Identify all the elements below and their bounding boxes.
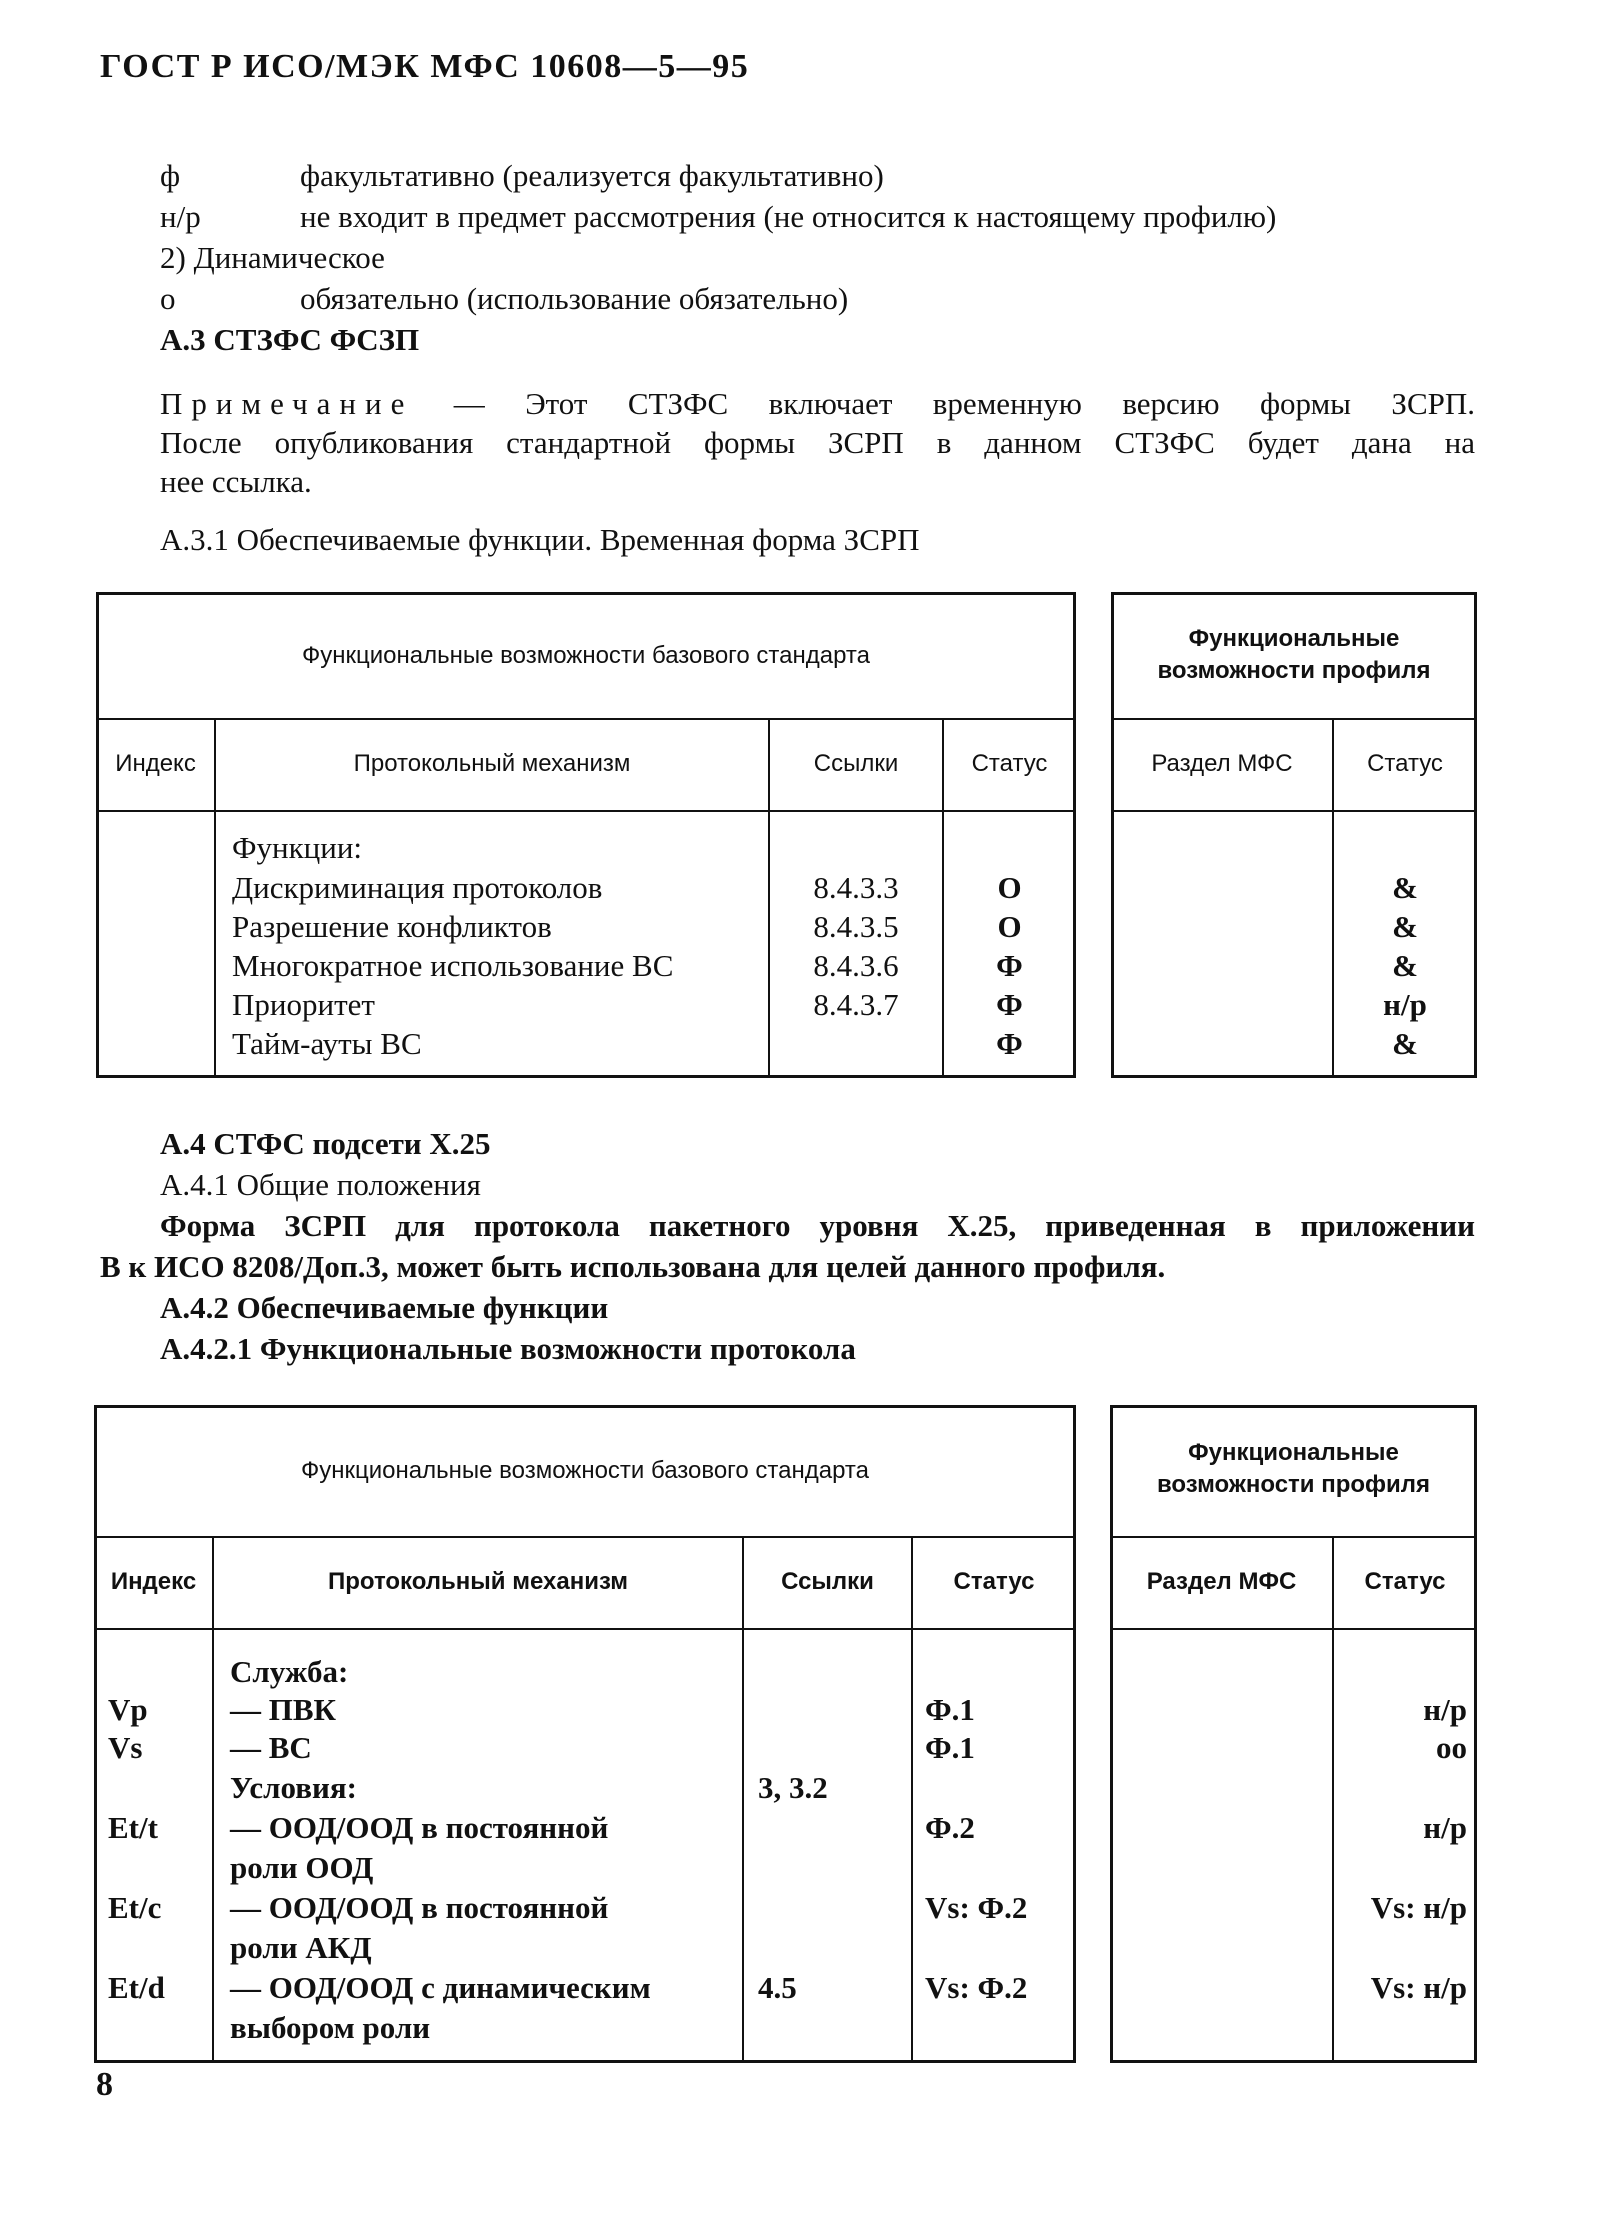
legend-text: факультативно (реализуется факультативно) xyxy=(300,158,884,193)
column-header: Статус xyxy=(1367,750,1443,777)
column-header: Раздел МФС xyxy=(1151,750,1293,777)
table-cell-ref: 8.4.3.3 xyxy=(813,870,899,905)
table-header-base: Функциональные возможности базового стандарта xyxy=(302,642,870,669)
page-header: ГОСТ Р ИСО/МЭК МФС 10608—5—95 xyxy=(100,48,750,85)
table-header-profile: Функциональные возможности профиля xyxy=(1157,625,1431,685)
table-cell-profile-status: Vs: н/р xyxy=(1370,1890,1467,1925)
table-cell-mechanism: роли АКД xyxy=(230,1930,372,1965)
legend-text: обязательно (использование обязательно) xyxy=(300,281,849,316)
legend-text: не входит в предмет рассмотрения (не относится к настоящему профилю) xyxy=(300,199,1277,234)
table-cell-status: Ф.2 xyxy=(925,1810,975,1845)
table-cell-mechanism: Дискриминация протоколов xyxy=(232,870,603,905)
table-cell-profile-status: & xyxy=(1392,909,1418,944)
column-header: Статус xyxy=(1364,1568,1446,1595)
table-cell-index: Et/t xyxy=(108,1810,158,1845)
table-header-profile: Функциональные возможности профиля xyxy=(1156,1439,1431,1499)
section-heading: А.4 СТФС подсети Х.25 xyxy=(160,1126,491,1161)
section-heading: А.3.1 Обеспечиваемые функции. Временная форма ЗСРП xyxy=(160,522,920,557)
table-cell-profile-status: & xyxy=(1392,948,1418,983)
table-cell-mechanism: выбором роли xyxy=(230,2010,431,2045)
note-label: Примечание xyxy=(160,386,414,421)
paragraph-line: В к ИСО 8208/Доп.3, может быть использована для целей данного профиля. xyxy=(100,1249,1166,1284)
table-cell-mechanism: — ООД/ООД с динамическим xyxy=(230,1970,651,2005)
table-cell-index: Et/d xyxy=(108,1970,165,2005)
table-cell-profile-status: н/р xyxy=(1423,1692,1467,1727)
table-cell-mechanism: роли ООД xyxy=(230,1850,374,1885)
table-cell-profile-status: Vs: н/р xyxy=(1370,1970,1467,2005)
table-header-base: Функциональные возможности базового стандарта xyxy=(301,1457,869,1484)
table-cell-index: Vs xyxy=(108,1730,143,1765)
column-header: Протокольный механизм xyxy=(353,750,631,777)
page-number: 8 xyxy=(96,2066,113,2103)
table-cell-ref: 8.4.3.5 xyxy=(813,909,899,944)
table-cell-profile-status: оо xyxy=(1436,1730,1467,1765)
table-cell-mechanism: — ООД/ООД в постоянной xyxy=(230,1890,609,1925)
table-cell-profile-status: н/р xyxy=(1383,987,1427,1022)
column-header: Индекс xyxy=(110,1568,197,1595)
table-group-label: Функции: xyxy=(232,830,363,865)
table-cell-index: Et/c xyxy=(108,1890,162,1925)
table-cell-status: Vs: Ф.2 xyxy=(925,1970,1028,2005)
table-cell-status: Ф xyxy=(996,1026,1023,1061)
table-cell-ref: 8.4.3.6 xyxy=(813,948,899,983)
column-header: Ссылки xyxy=(813,750,899,777)
column-header: Ссылки xyxy=(781,1568,874,1595)
note-line xyxy=(160,386,1475,422)
table-cell-profile-status: & xyxy=(1392,870,1418,905)
table-cell-mechanism: Условия: xyxy=(230,1770,357,1805)
table-cell-mechanism: — ООД/ООД в постоянной xyxy=(230,1810,609,1845)
table-cell-status: Ф.1 xyxy=(925,1730,975,1765)
table-cell-mechanism: Тайм-ауты ВС xyxy=(232,1026,422,1061)
table-cell-status: О xyxy=(997,909,1022,944)
note-line: После опубликования стандартной формы ЗСРП в данном СТЗФС будет дана на xyxy=(160,425,1475,460)
table-cell-status: Vs: Ф.2 xyxy=(925,1890,1028,1925)
table-cell-mechanism: Приоритет xyxy=(232,987,375,1022)
dynamic-heading: 2) Динамическое xyxy=(160,240,385,275)
column-header: Индекс xyxy=(115,750,196,777)
table-cell-mechanism: Разрешение конфликтов xyxy=(232,909,552,944)
note-text: — Этот СТЗФС включает временную версию формы ЗСРП. xyxy=(453,386,1476,421)
table-cell-status: Ф xyxy=(996,987,1023,1022)
legend-code: ф xyxy=(160,158,181,193)
table-cell-ref: 4.5 xyxy=(758,1970,797,2005)
table-cell-mechanism: Служба: xyxy=(230,1654,349,1689)
column-header: Раздел МФС xyxy=(1146,1568,1297,1595)
table-cell-mechanism: — ПВК xyxy=(230,1692,337,1727)
section-heading: А.4.2 Обеспечиваемые функции xyxy=(160,1290,609,1325)
section-heading: А.4.2.1 Функциональные возможности протокола xyxy=(160,1331,856,1366)
table-cell-ref: 8.4.3.7 xyxy=(813,987,899,1022)
section-heading: А.4.1 Общие положения xyxy=(160,1167,481,1202)
table-cell-status: О xyxy=(997,870,1022,905)
table-cell-mechanism: — ВС xyxy=(230,1730,312,1765)
table-cell-status: Ф.1 xyxy=(925,1692,975,1727)
column-header: Статус xyxy=(953,1568,1035,1595)
section-heading: А.3 СТЗФС ФСЗП xyxy=(160,322,420,357)
table-cell-mechanism: Многократное использование ВС xyxy=(232,948,674,983)
legend-code: о xyxy=(160,281,176,316)
table-cell-ref: 3, 3.2 xyxy=(758,1770,828,1805)
note-line: нее ссылка. xyxy=(160,464,312,499)
table-cell-profile-status: н/р xyxy=(1423,1810,1467,1845)
legend-code: н/р xyxy=(160,199,201,234)
column-header: Статус xyxy=(971,750,1048,777)
table-cell-index: Vp xyxy=(108,1692,148,1727)
table-cell-profile-status: & xyxy=(1392,1026,1418,1061)
table-cell-status: Ф xyxy=(996,948,1023,983)
column-header: Протокольный механизм xyxy=(327,1568,629,1595)
paragraph-line: Форма ЗСРП для протокола пакетного уровня Х.25, приведенная в приложении xyxy=(160,1208,1475,1243)
